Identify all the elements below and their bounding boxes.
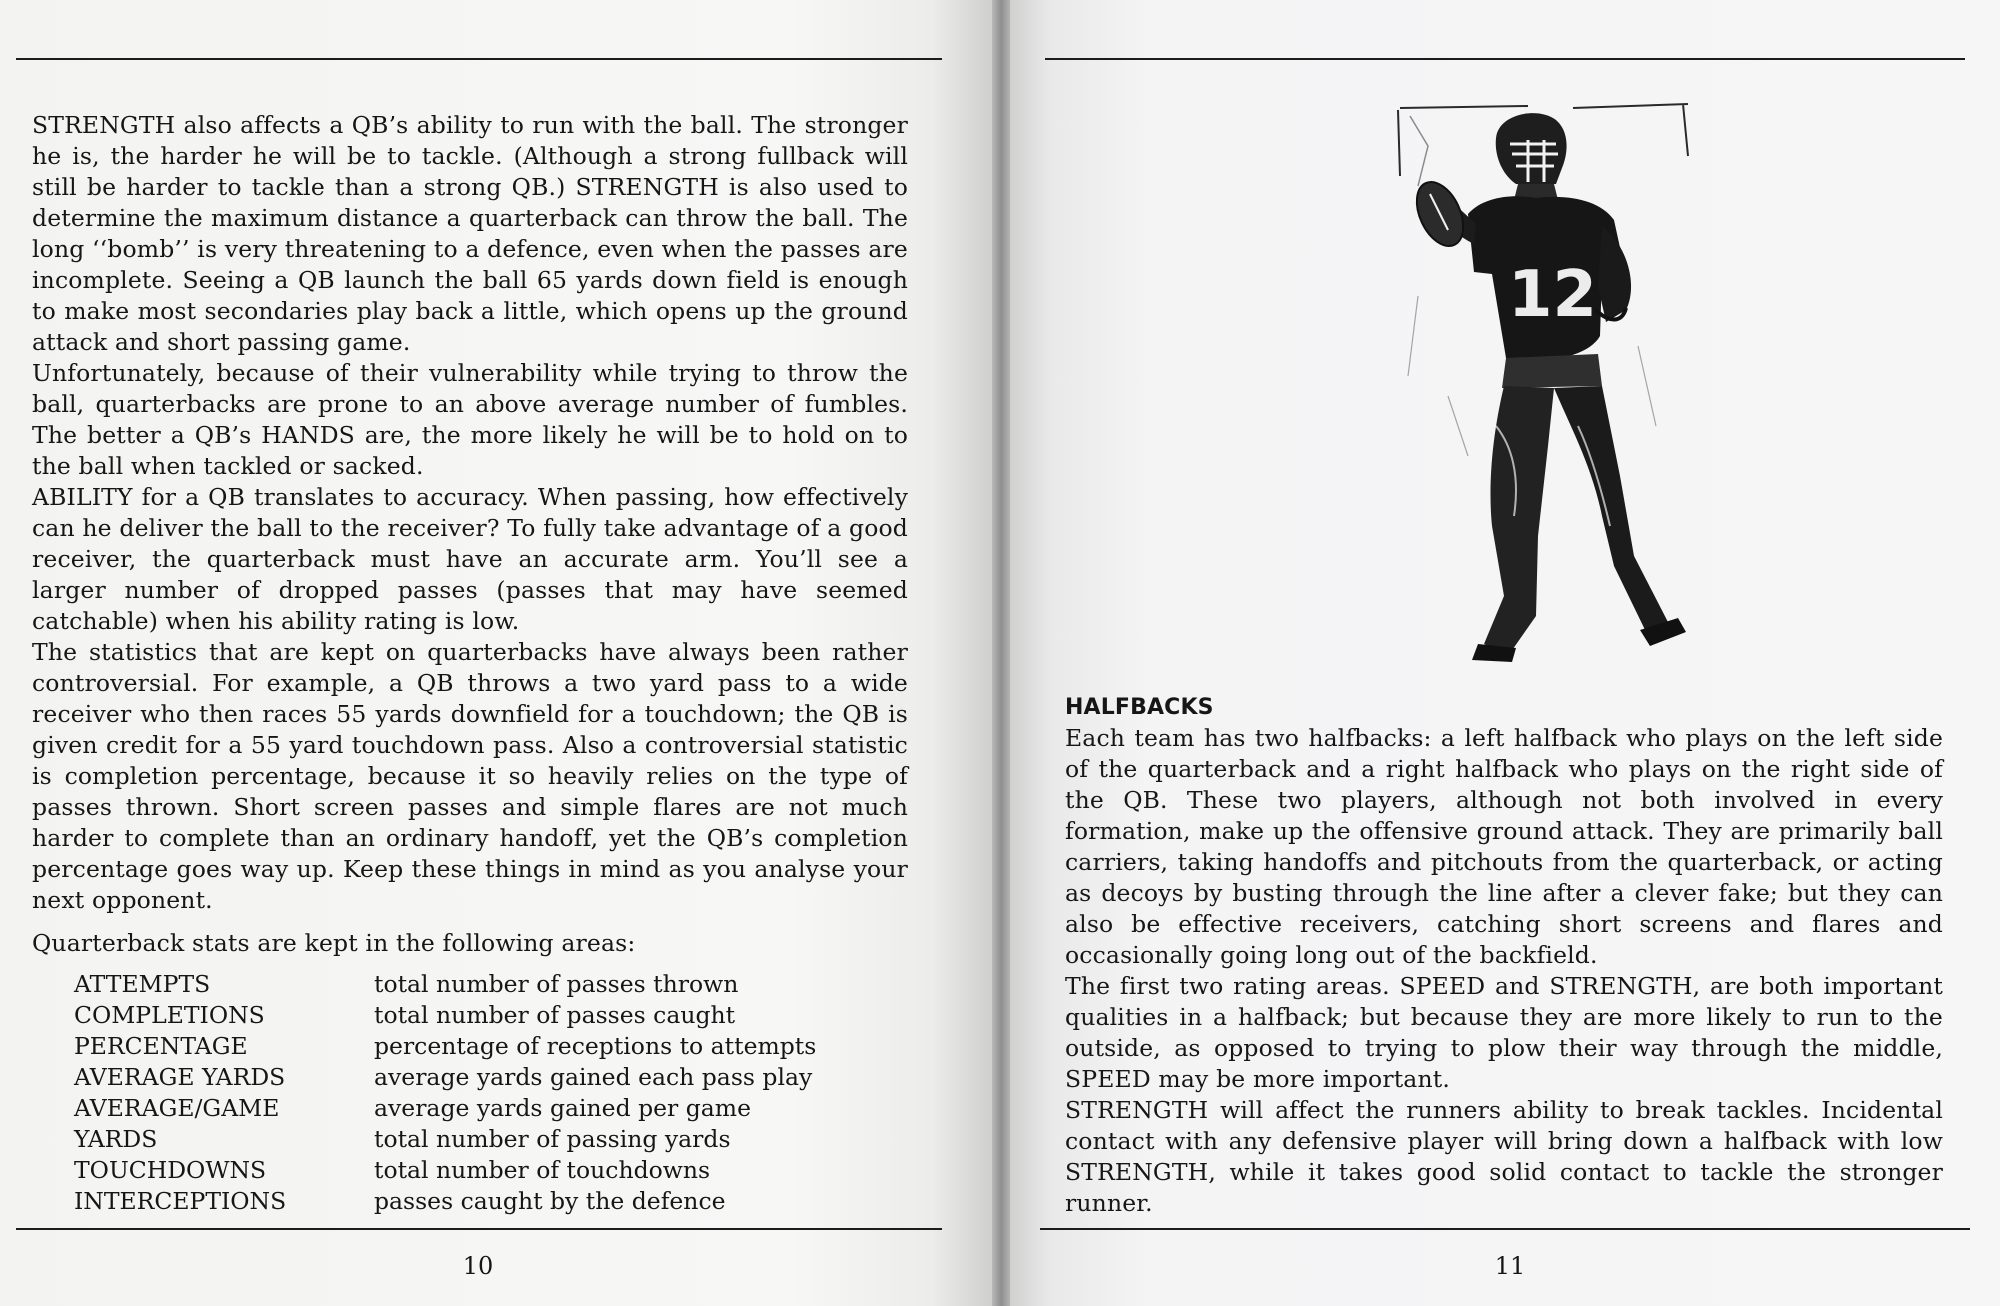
page-number: 10 <box>462 1252 494 1280</box>
right-page <box>1010 0 2000 1306</box>
paragraph: STRENGTH also affects a QB’s ability to run with the ball. The stronger he is, the harder he will be to tackle. (Although a strong fullback will still be harder to tackle than a strong QB.) STRENGTH is also used to determine the maximum distance a quarterback can throw the ball. The long ‘‘bomb’’ is very threatening to a defence, even when the passes are incomplete. Seeing a QB launch the ball 65 yards down field is enough to make most secondaries play back a little, which opens up the ground attack and short passing game. <box>32 111 908 356</box>
stat-label: TOUCHDOWNS <box>74 1156 267 1184</box>
stat-row <box>74 969 874 1000</box>
stat-label: AVERAGE/GAME <box>74 1094 280 1122</box>
stat-label: PERCENTAGE <box>74 1032 248 1060</box>
section-heading: HALFBACKS <box>1065 695 1214 720</box>
stat-description: total number of touchdowns <box>374 1156 711 1184</box>
stat-row <box>74 1031 874 1062</box>
paragraph: Each team has two halfbacks: a left halfback who plays on the left side of the quarterback and a right halfback who plays on the right side of the QB. These two players, although not both involved in every formation, make up the offensive ground attack. They are primarily ball carriers, taking handoffs and pitchouts from the quarterback, or acting as decoys by busting through the line after a clever fake; but they can also be effective receivers, catching short screens and flares and occasionally going long out of the backfield. <box>1065 724 1943 969</box>
stat-description: average yards gained per game <box>374 1094 751 1122</box>
top-rule <box>16 58 942 60</box>
book-gutter <box>992 0 1010 1306</box>
stat-row <box>74 1186 874 1217</box>
stat-label: YARDS <box>74 1125 158 1153</box>
stat-description: total number of passing yards <box>374 1125 731 1153</box>
paragraph: The statistics that are kept on quarterbacks have always been rather controversial. For example, a QB throws a two yard pass to a wide receiver who then races 55 yards downfield for a touchdown; the QB is given credit for a 55 yard touchdown pass. Also a controversial statistic is completion percentage, because it so heavily relies on the type of passes thrown. Short screen passes and simple flares are not much harder to complete than an ordinary handoff, yet the QB’s completion percentage goes way up. Keep these things in mind as you analyse your next opponent. <box>32 638 908 914</box>
stat-label: INTERCEPTIONS <box>74 1187 287 1215</box>
quarterback-illustration <box>1388 96 1693 666</box>
stat-description: percentage of receptions to attempts <box>374 1032 817 1060</box>
stats-intro: Quarterback stats are kept in the following areas: <box>32 929 636 957</box>
stat-description: total number of passes caught <box>374 1001 736 1029</box>
stat-label: AVERAGE YARDS <box>74 1063 286 1091</box>
jersey-number: 12 <box>1508 258 1598 332</box>
stat-label: COMPLETIONS <box>74 1001 265 1029</box>
stat-label: ATTEMPTS <box>74 970 211 998</box>
right-body-text <box>1065 692 1943 1219</box>
stat-description: total number of passes thrown <box>374 970 739 998</box>
stat-description: average yards gained each pass play <box>374 1063 813 1091</box>
paragraph: STRENGTH will affect the runners ability to break tackles. Incidental contact with any defensive player will bring down a halfback with low STRENGTH, while it takes good solid contact to tackle the stronger runner. <box>1065 1096 1943 1217</box>
paragraph: The first two rating areas. SPEED and STRENGTH, are both important qualities in a halfback; but because they are more likely to run to the outside, as opposed to trying to plow their way through the middle, SPEED may be more important. <box>1065 972 1943 1093</box>
stat-row <box>74 1062 874 1093</box>
stat-row <box>74 1124 874 1155</box>
stat-row <box>74 1093 874 1124</box>
left-body-text <box>32 110 908 959</box>
stats-list <box>74 969 874 1217</box>
top-rule <box>1045 58 1965 60</box>
bottom-rule <box>1040 1228 1970 1230</box>
paragraph: ABILITY for a QB translates to accuracy. When passing, how effectively can he deliver the ball to the receiver? To fully take advantage of a good receiver, the quarterback must have an accurate arm. You’ll see a larger number of dropped passes (passes that may have seemed catchable) when his ability rating is low. <box>32 483 908 635</box>
stat-row <box>74 1000 874 1031</box>
bottom-rule <box>16 1228 942 1230</box>
left-page <box>0 0 992 1306</box>
page-number: 11 <box>1494 1252 1526 1280</box>
stat-row <box>74 1155 874 1186</box>
stat-description: passes caught by the defence <box>374 1187 726 1215</box>
paragraph: Unfortunately, because of their vulnerability while trying to throw the ball, quarterbacks are prone to an above average number of fumbles. The better a QB’s HANDS are, the more likely he will be to hold on to the ball when tackled or sacked. <box>32 359 908 480</box>
